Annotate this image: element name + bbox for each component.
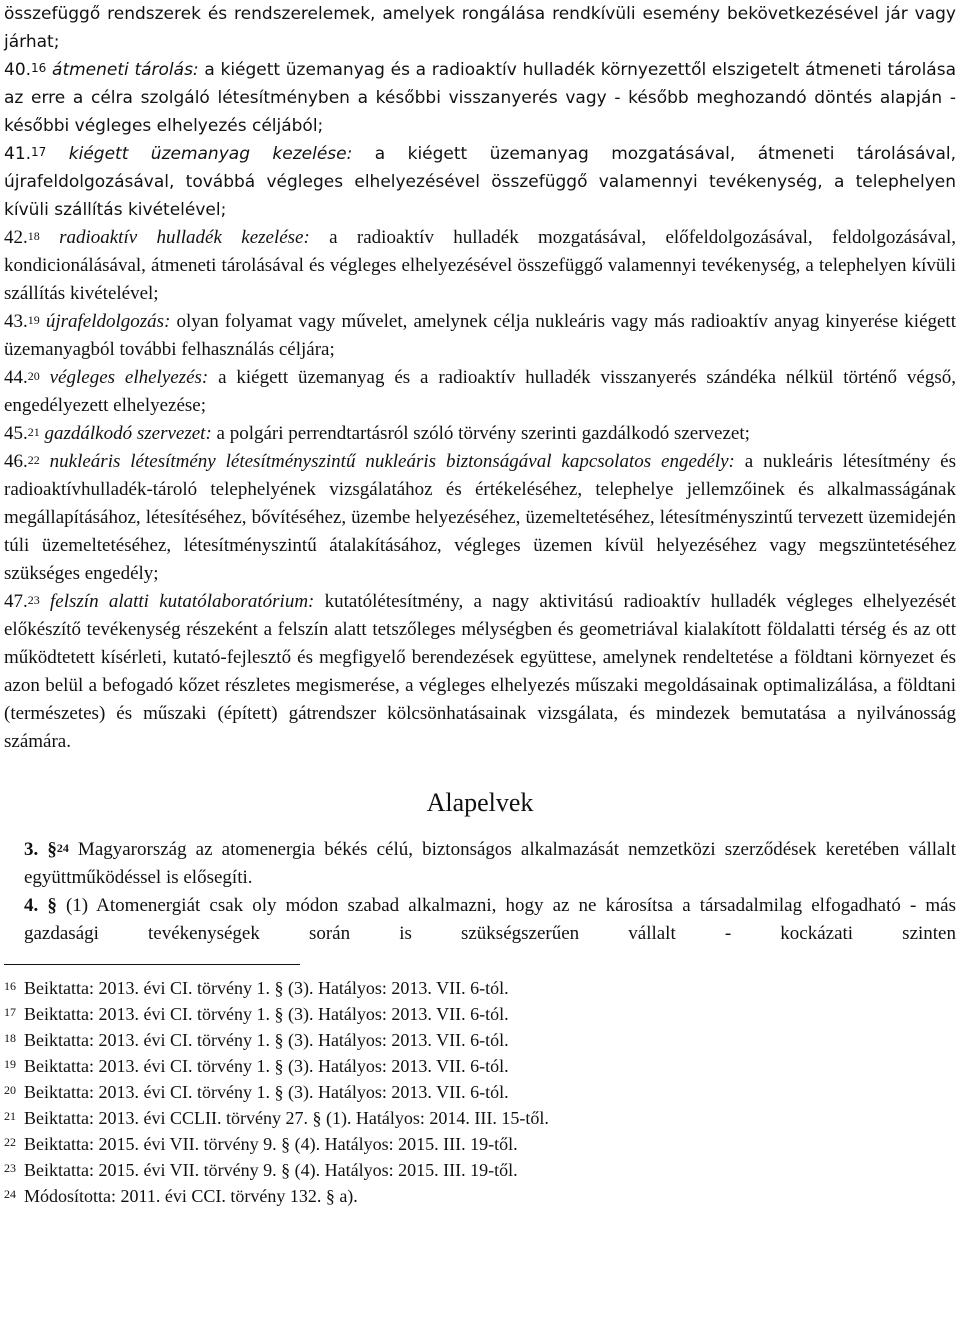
footnote-text: Beiktatta: 2013. évi CI. törvény 1. § (3). Hatályos: 2013. VII. 6-tól. <box>24 978 509 998</box>
definition-text: a polgári perrendtartásról szóló törvény szerinti gazdálkodó szervezet; <box>211 423 750 444</box>
definition-number: 41. <box>4 144 32 164</box>
definition-paragraph <box>4 56 956 140</box>
article-text: (1) Atomenergiát csak oly módon szabad alkalmazni, hogy az ne károsítsa a társadalmilag elfogadható - más gazdasági tevékenységek során is szükségszerűen vállalt - kockázati szinten <box>24 895 957 944</box>
section-mark: § <box>47 839 57 860</box>
footnote-text: Beiktatta: 2013. évi CI. törvény 1. § (3). Hatályos: 2013. VII. 6-tól. <box>24 1004 509 1024</box>
article-paragraph <box>4 836 956 892</box>
definitions-list <box>4 0 956 756</box>
footnote <box>4 1001 956 1027</box>
defined-term: radioaktív hulladék kezelése: <box>59 227 310 248</box>
definition-number: 43. <box>4 311 28 332</box>
footnote-text: Beiktatta: 2015. évi VII. törvény 9. § (4). Hatályos: 2015. III. 19-től. <box>24 1160 518 1180</box>
footnote-number: 18 <box>4 1031 16 1045</box>
footnote-ref[interactable]: 23 <box>27 593 40 607</box>
definition-text: a kiégett üzemanyag és a radioaktív hulladék környezettől elszigetelt átmeneti tárolása az erre a célra szolgáló létesítményben a későbbi visszanyerés vagy - később meghozandó döntés alapján - későbbi végleges elhelyezés céljából; <box>4 60 956 136</box>
definition-paragraph <box>4 224 956 308</box>
footnote-number: 20 <box>4 1083 16 1097</box>
footnote-number: 23 <box>4 1161 16 1175</box>
defined-term: újrafeldolgozás: <box>45 311 171 332</box>
footnote <box>4 1131 956 1157</box>
footnote <box>4 1105 956 1131</box>
definition-paragraph <box>4 588 956 756</box>
definition-paragraph <box>4 308 956 364</box>
footnote-ref[interactable]: 18 <box>27 229 40 243</box>
footnote <box>4 1183 956 1209</box>
footnote-number: 17 <box>4 1005 16 1019</box>
footnote-ref[interactable]: 17 <box>31 145 47 159</box>
footnotes-list <box>4 975 956 1209</box>
footnote-ref[interactable]: 24 <box>56 841 69 855</box>
section-heading: Alapelvek <box>426 788 534 817</box>
footnote-number: 19 <box>4 1057 16 1071</box>
defined-term: végleges elhelyezés: <box>49 367 209 388</box>
article-paragraph <box>4 892 956 948</box>
article-text: Magyarország az atomenergia békés célú, biztonságos alkalmazását nemzetközi szerződések keretében vállalt együttműködéssel is elősegíti. <box>24 839 956 888</box>
article-number: 3. <box>24 839 39 860</box>
definition-number: 40. <box>4 60 32 80</box>
definition-text: a radioaktív hulladék mozgatásával, előfeldolgozásával, feldolgozásával, kondicionálásával, átmeneti tárolásával és végleges elhelyezésével összefüggő valamennyi tevékenység, a telephelyen kívüli szállítás kivételével; <box>4 227 956 304</box>
articles-list <box>4 836 956 948</box>
definition-text: kutatólétesítmény, a nagy aktivitású radioaktív hulladék végleges elhelyezését előkészítő tevékenység részeként a felszín alatt tetszőleges mélységben és geometriával kialakított földalatti térség és az ott működtetett kísérleti, kutató-fejlesztő és megfigyelő berendezések együttese, amelynek rendeltetése a földtani környezet és azon belül a befogadó kőzet részletes megismerése, a végleges elhelyezés műszaki megoldásainak optimalizálása, a földtani (természetes) és műszaki (épített) gátrendszer kölcsönhatásainak vizsgálata, és mindezek bemutatása a nyilvánosság számára. <box>4 591 957 752</box>
footnote <box>4 1053 956 1079</box>
definition-paragraph <box>4 0 956 56</box>
article-number: 4. <box>24 895 39 916</box>
footnote-number: 24 <box>4 1187 16 1201</box>
footnote-ref[interactable]: 19 <box>27 313 40 327</box>
footnote-text: Módosította: 2011. évi CCI. törvény 132. § a). <box>24 1186 358 1206</box>
footnote-ref[interactable]: 22 <box>27 453 40 467</box>
footnote-ref[interactable]: 21 <box>27 425 40 439</box>
definition-number: 44. <box>4 367 28 388</box>
defined-term: átmeneti tárolás: <box>52 60 199 80</box>
footnote-text: Beiktatta: 2013. évi CI. törvény 1. § (3). Hatályos: 2013. VII. 6-tól. <box>24 1030 509 1050</box>
footnote-ref[interactable]: 20 <box>27 369 40 383</box>
defined-term: nukleáris létesítmény létesítményszintű nukleáris biztonságával kapcsolatos engedély: <box>49 451 735 472</box>
definition-paragraph <box>4 420 956 448</box>
section-mark: § <box>47 895 57 916</box>
definition-number: 46. <box>4 451 28 472</box>
footnote-text: Beiktatta: 2013. évi CI. törvény 1. § (3). Hatályos: 2013. VII. 6-tól. <box>24 1056 509 1076</box>
definition-text: a nukleáris létesítmény és radioaktívhulladék-tároló telephelyének vizsgálatához és értékeléséhez, telephelye jellemzőinek és alkalmasságának megállapításához, létesítéséhez, bővítéséhez, üzembe helyezéséhez, üzemeltetéséhez, létesítményszintű tervezett üzemidején túli üzemeltetéséhez, létesítményszintű átalakításához, végleges üzemen kívül helyezéséhez vagy megszüntetéséhez szükséges engedély; <box>4 451 956 584</box>
footnote <box>4 1027 956 1053</box>
footnote-text: Beiktatta: 2013. évi CCLII. törvény 27. § (1). Hatályos: 2014. III. 15-től. <box>24 1108 549 1128</box>
definition-text: a kiégett üzemanyag és a radioaktív hulladék visszanyerés szándéka nélkül történő végső, engedélyezett elhelyezése; <box>4 367 956 416</box>
definition-number: 42. <box>4 227 28 248</box>
defined-term: gazdálkodó szervezet: <box>44 423 212 444</box>
footnote <box>4 975 956 1001</box>
definition-paragraph <box>4 448 956 588</box>
footnote-number: 22 <box>4 1135 16 1149</box>
definition-paragraph <box>4 364 956 420</box>
definition-text: a kiégett üzemanyag mozgatásával, átmeneti tárolásával, újrafeldolgozásával, továbbá végleges elhelyezésével összefüggő valamennyi tevékenység, a telephelyen kívüli szállítás kivételével; <box>4 144 956 220</box>
definition-paragraph <box>4 140 956 224</box>
footnote <box>4 1079 956 1105</box>
footnote-number: 16 <box>4 979 16 993</box>
footnote-text: Beiktatta: 2013. évi CI. törvény 1. § (3). Hatályos: 2013. VII. 6-tól. <box>24 1082 509 1102</box>
definition-text: olyan folyamat vagy művelet, amelynek célja nukleáris vagy más radioaktív anyag kinyerése kiégett üzemanyagból további felhasználás céljára; <box>4 311 956 360</box>
definition-number: 45. <box>4 423 28 444</box>
defined-term: kiégett üzemanyag kezelése: <box>68 144 353 164</box>
paragraph-text: összefüggő rendszerek és rendszerelemek, amelyek rongálása rendkívüli esemény bekövetkezésével jár vagy járhat; <box>4 4 956 52</box>
footnote-number: 21 <box>4 1109 16 1123</box>
definition-number: 47. <box>4 591 28 612</box>
footnote <box>4 1157 956 1183</box>
defined-term: felszín alatti kutatólaboratórium: <box>50 591 315 612</box>
footnote-ref[interactable]: 16 <box>31 61 47 75</box>
footnote-text: Beiktatta: 2015. évi VII. törvény 9. § (4). Hatályos: 2015. III. 19-től. <box>24 1134 518 1154</box>
footnote-divider <box>4 964 300 965</box>
